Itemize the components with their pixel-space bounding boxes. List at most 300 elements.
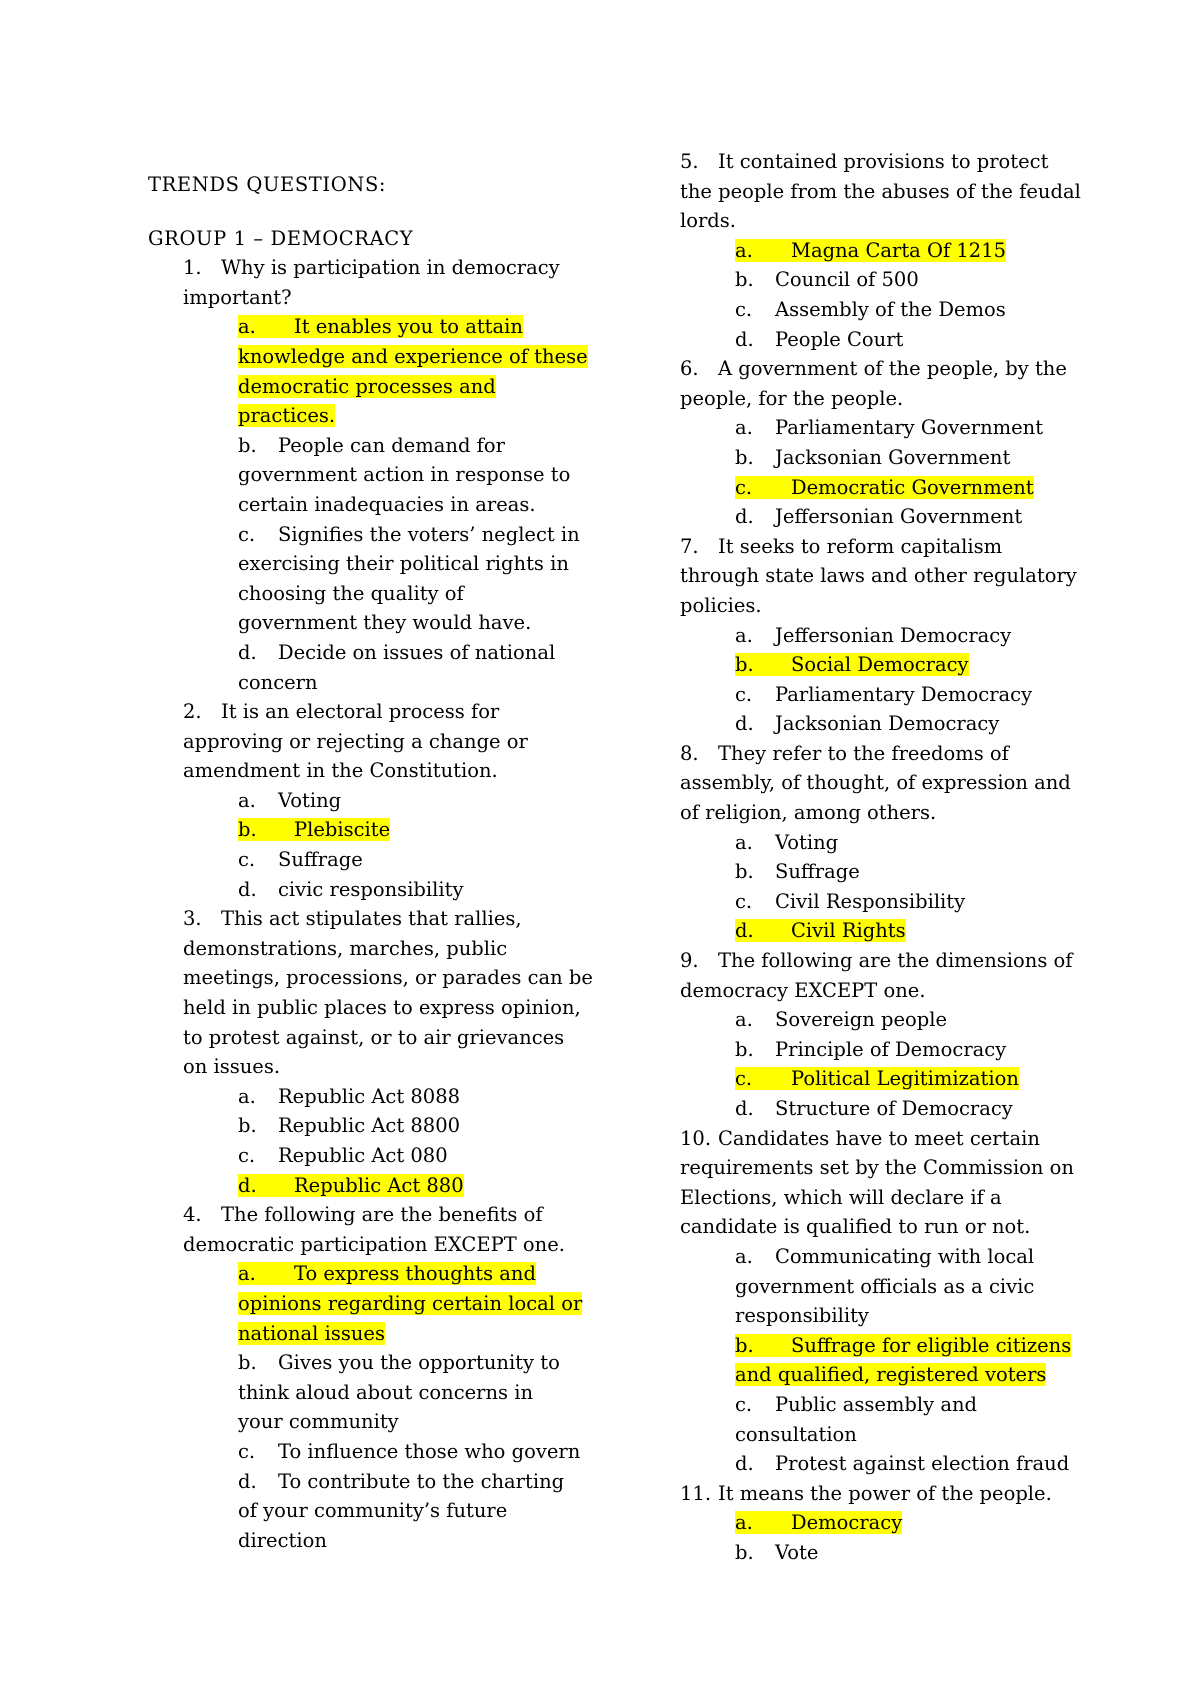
option-label: c. [238, 848, 256, 872]
option-text: Public assembly and [775, 1392, 978, 1416]
answer-option-continued [148, 1378, 588, 1408]
question-stem-continued [148, 756, 588, 786]
option-label: b. [238, 433, 257, 457]
answer-option-text [735, 1097, 1013, 1120]
document-title: TRENDS QUESTIONS: [148, 173, 387, 196]
answer-option-text [238, 463, 570, 486]
answer-option [680, 916, 1080, 946]
option-text: People Court [775, 327, 904, 351]
correct-answer-highlight [735, 1363, 1046, 1386]
question-text: held in public places to express opinion, [183, 996, 581, 1020]
option-text: knowledge and experience of these [238, 344, 588, 368]
answer-option [148, 845, 588, 875]
option-label: c. [735, 297, 753, 321]
option-label: b. [735, 1540, 754, 1564]
question-number: 1. [183, 256, 202, 280]
question-stem-continued [148, 1230, 588, 1260]
answer-option [680, 1242, 1080, 1272]
correct-answer-highlight [238, 1262, 536, 1285]
question-text: A government of the people, by the [718, 357, 1067, 381]
question-number: 3. [183, 907, 202, 931]
option-text: government officials as a civic [735, 1274, 1035, 1298]
answer-option-text [238, 671, 318, 694]
answer-option-text [238, 1499, 507, 1522]
option-label: b. [735, 860, 754, 884]
option-text: exercising their political rights in [238, 552, 569, 576]
answer-option-text [238, 1529, 327, 1552]
answer-option-text [238, 434, 505, 457]
question-item [680, 739, 1080, 946]
answer-option-text [238, 1440, 580, 1463]
option-text: Protest against election fraud [775, 1452, 1070, 1476]
option-text: Suffrage [775, 860, 860, 884]
question-number: 4. [183, 1203, 202, 1227]
question-item [148, 904, 593, 1200]
option-label: d. [238, 640, 257, 664]
answer-option [680, 473, 1080, 503]
option-text: Jacksonian Government [775, 445, 1011, 469]
answer-option-continued [148, 1289, 588, 1319]
answer-option [680, 680, 1080, 710]
answer-option-text [735, 268, 919, 291]
question-number: 7. [680, 534, 699, 558]
answer-option-text [238, 1470, 564, 1493]
question-stem [680, 532, 1080, 562]
question-text: It contained provisions to protect [718, 150, 1049, 173]
option-text: responsibility [735, 1304, 869, 1328]
answer-option-text [238, 1144, 448, 1167]
answer-option [680, 1331, 1080, 1361]
option-text: Jacksonian Democracy [775, 712, 1000, 736]
answer-option-text [238, 789, 341, 812]
option-label: c. [735, 475, 753, 499]
question-text: It is an electoral process for [221, 700, 500, 724]
answer-option [148, 1111, 588, 1141]
option-text: Structure of Democracy [775, 1097, 1013, 1120]
question-text: important? [183, 285, 292, 309]
option-text: Democracy [791, 1511, 903, 1535]
answer-option [680, 325, 1080, 355]
correct-answer-highlight [238, 404, 335, 427]
question-stem-continued [148, 283, 588, 313]
question-stem-continued [680, 591, 1080, 621]
option-label: b. [735, 653, 754, 677]
option-label: a. [735, 416, 753, 440]
question-number: 8. [680, 741, 699, 765]
question-item [148, 253, 588, 697]
answer-option [680, 709, 1080, 739]
answer-option [680, 265, 1080, 295]
option-label: a. [735, 238, 753, 262]
option-text: People can demand for [278, 433, 505, 457]
answer-option-text [735, 712, 999, 735]
question-stem [680, 1124, 1080, 1154]
answer-option-continued [148, 549, 588, 579]
option-text: Communicating with local [775, 1244, 1035, 1268]
option-label: a. [238, 788, 256, 812]
question-text: on issues. [183, 1055, 281, 1079]
answer-option-text [735, 1304, 869, 1327]
question-text: It seeks to reform capitalism [718, 534, 1003, 558]
question-text: democratic participation EXCEPT one. [183, 1232, 565, 1256]
question-text: Candidates have to meet certain [718, 1126, 1040, 1150]
question-text: to protest against, or to air grievances [183, 1025, 565, 1049]
option-text: Democratic Government [791, 475, 1034, 499]
question-item [680, 354, 1080, 532]
option-text: To influence those who govern [278, 1439, 581, 1463]
answer-option-text [238, 848, 363, 871]
answer-option [680, 828, 1080, 858]
option-label: c. [735, 1392, 753, 1416]
question-stem-continued [680, 1153, 1080, 1183]
answer-option-continued [680, 1360, 1080, 1390]
answer-option [680, 1449, 1080, 1479]
question-number: 6. [680, 357, 699, 381]
answer-option-continued [148, 1407, 588, 1437]
answer-option-text [238, 582, 464, 605]
answer-option-text [735, 1245, 1034, 1268]
question-stem-continued [148, 727, 588, 757]
answer-option-text [735, 1038, 1006, 1061]
question-stem-continued [680, 1183, 1080, 1213]
question-text: This act stipulates that rallies, [221, 907, 522, 931]
answer-option [148, 1348, 588, 1378]
question-text: people, for the people. [680, 386, 904, 410]
answer-option-continued [148, 1319, 588, 1349]
answer-option [148, 431, 588, 461]
option-text: direction [238, 1528, 327, 1552]
option-text: Republic Act 8800 [278, 1114, 461, 1138]
option-label: a. [735, 1244, 753, 1268]
option-text: your community [238, 1410, 399, 1434]
option-text: Republic Act 080 [278, 1144, 448, 1167]
question-stem [148, 904, 588, 934]
option-label: a. [238, 315, 256, 339]
option-text: choosing the quality of [238, 581, 464, 605]
answer-option-text [238, 1085, 460, 1108]
question-number: 11. [680, 1481, 712, 1505]
answer-option [680, 1094, 1080, 1124]
option-text: consultation [735, 1422, 857, 1446]
option-text: democratic processes and [238, 374, 496, 398]
question-text: candidate is qualified to run or not. [680, 1215, 1031, 1239]
option-text: Voting [775, 830, 839, 854]
left-column [148, 170, 593, 1555]
option-text: Parliamentary Government [775, 416, 1044, 440]
answer-option-text [735, 890, 965, 913]
question-stem [680, 739, 1080, 769]
answer-option [148, 1437, 588, 1467]
option-label: c. [238, 1439, 256, 1463]
option-text: government action in response to [238, 463, 571, 487]
answer-option-text [238, 611, 531, 634]
question-stem-continued [148, 1052, 588, 1082]
correct-answer-highlight [238, 345, 588, 368]
answer-option [148, 786, 588, 816]
question-text: the people from the abuses of the feudal [680, 179, 1081, 203]
option-label: a. [238, 1084, 256, 1108]
question-stem-continued [680, 1212, 1080, 1242]
question-stem-continued [680, 384, 1080, 414]
answer-option-continued [680, 1420, 1080, 1450]
answer-option [148, 1082, 588, 1112]
question-text: amendment in the Constitution. [183, 759, 498, 783]
option-text: government they would have. [238, 611, 532, 635]
answer-option-continued [148, 490, 588, 520]
answer-option [680, 887, 1080, 917]
answer-option [680, 1005, 1080, 1035]
option-text: Voting [278, 788, 342, 812]
answer-option-text [735, 1008, 947, 1031]
option-text: To contribute to the charting [278, 1469, 565, 1493]
option-label: c. [735, 889, 753, 913]
correct-answer-highlight [238, 1174, 464, 1197]
answer-option-text [238, 1381, 533, 1404]
question-stem [148, 697, 588, 727]
answer-option-text [735, 446, 1010, 469]
correct-answer-highlight [735, 653, 969, 676]
option-label: a. [735, 830, 753, 854]
option-text: Assembly of the Demos [775, 297, 1006, 321]
option-text: Principle of Democracy [775, 1037, 1007, 1061]
answer-option-text [238, 523, 580, 546]
option-label: c. [238, 522, 256, 546]
question-text: assembly, of thought, of expression and [680, 771, 1071, 795]
option-text: opinions regarding certain local or [238, 1291, 583, 1315]
answer-option [680, 650, 1080, 680]
option-label: a. [735, 623, 753, 647]
option-label: b. [735, 268, 754, 292]
option-text: of your community’s future [238, 1499, 508, 1523]
answer-option [148, 1259, 588, 1289]
option-label: b. [735, 445, 754, 469]
question-stem-continued [680, 206, 1080, 236]
answer-option [680, 413, 1080, 443]
answer-option-text [735, 328, 903, 351]
question-text: of religion, among others. [680, 801, 937, 825]
option-label: c. [735, 682, 753, 706]
answer-option [680, 1390, 1080, 1420]
option-text: It enables you to attain [294, 315, 523, 339]
option-text: practices. [238, 404, 336, 428]
question-text: lords. [680, 209, 736, 233]
option-label: a. [735, 1511, 753, 1535]
question-item [148, 1200, 588, 1555]
question-text: Elections, which will declare if a [680, 1185, 1002, 1209]
answer-option-text [735, 860, 860, 883]
answer-option-text [238, 1351, 560, 1374]
correct-answer-highlight [238, 315, 523, 338]
correct-answer-highlight [735, 1067, 1019, 1090]
answer-option [680, 1508, 1080, 1538]
answer-option-text [238, 878, 463, 901]
question-stem [680, 354, 1080, 384]
option-text: Jeffersonian Government [775, 505, 1023, 529]
question-text: The following are the benefits of [221, 1203, 543, 1227]
group-title: GROUP 1 – DEMOCRACY [148, 226, 414, 250]
option-text: To express thoughts and [294, 1262, 536, 1286]
answer-option-text [238, 1114, 460, 1137]
option-label: b. [238, 1114, 257, 1138]
answer-option [148, 312, 588, 342]
option-text: concern [238, 670, 318, 694]
answer-option [680, 857, 1080, 887]
question-stem-continued [680, 561, 1080, 591]
answer-option-text [735, 683, 1032, 706]
question-stem-continued [680, 177, 1080, 207]
answer-option-text [735, 1275, 1034, 1298]
answer-option-text [238, 493, 536, 516]
correct-answer-highlight [238, 1292, 582, 1315]
question-text: They refer to the freedoms of [718, 741, 1009, 765]
option-label: c. [735, 1067, 753, 1091]
question-text: meetings, processions, or parades can be [183, 966, 593, 990]
question-item [680, 147, 1080, 354]
answer-option [680, 502, 1080, 532]
answer-option [680, 1064, 1080, 1094]
question-text: The following are the dimensions of [718, 949, 1073, 973]
answer-option-text [735, 831, 838, 854]
question-stem-continued [148, 963, 593, 993]
option-text: and qualified, registered voters [735, 1363, 1047, 1387]
option-text: Social Democracy [791, 653, 969, 677]
option-label: d. [735, 1097, 754, 1120]
option-label: d. [238, 1469, 257, 1493]
answer-option [680, 621, 1080, 651]
question-item [680, 1479, 1080, 1568]
question-number: 10. [680, 1126, 712, 1150]
option-text: Civil Rights [791, 919, 906, 943]
option-label: b. [735, 1037, 754, 1061]
correct-answer-highlight [238, 375, 496, 398]
spacer [148, 200, 588, 224]
option-label: d. [735, 712, 754, 736]
option-label: b. [238, 1351, 257, 1375]
option-text: national issues [238, 1321, 385, 1345]
question-text: Why is participation in democracy [221, 256, 560, 280]
option-label: b. [735, 1333, 754, 1357]
option-text: Magna Carta Of 1215 [791, 238, 1007, 262]
option-label: d. [238, 1173, 257, 1197]
answer-option-text [735, 505, 1022, 528]
question-item [680, 532, 1080, 739]
option-text: Political Legitimization [791, 1067, 1019, 1091]
answer-option-text [735, 298, 1006, 321]
option-label: d. [735, 919, 754, 943]
question-item [680, 946, 1080, 1124]
option-text: Signifies the voters’ neglect in [278, 522, 580, 546]
option-label: c. [238, 1144, 256, 1167]
answer-option-continued [680, 1301, 1080, 1331]
question-text: approving or rejecting a change or [183, 729, 528, 753]
question-text: policies. [680, 593, 762, 617]
correct-answer-highlight [238, 818, 390, 841]
correct-answer-highlight [238, 1322, 385, 1345]
question-stem-continued [680, 798, 1080, 828]
correct-answer-highlight [735, 919, 906, 942]
question-text: through state laws and other regulatory [680, 564, 1077, 588]
question-text: demonstrations, marches, public [183, 936, 508, 960]
answer-option-text [238, 1410, 399, 1433]
question-number: 2. [183, 700, 202, 724]
answer-option-text [238, 552, 569, 575]
answer-option-text [735, 1541, 818, 1564]
option-text: Gives you the opportunity to [278, 1351, 560, 1375]
answer-option-continued [148, 1496, 588, 1526]
answer-option-continued [148, 608, 588, 638]
answer-option-continued [148, 1526, 588, 1556]
option-text: Civil Responsibility [775, 889, 966, 913]
option-label: a. [735, 1008, 753, 1032]
answer-option [148, 1171, 588, 1201]
option-text: Jeffersonian Democracy [775, 623, 1012, 647]
option-label: d. [238, 877, 257, 901]
answer-option [680, 236, 1080, 266]
option-text: Republic Act 880 [294, 1173, 464, 1197]
correct-answer-highlight [735, 239, 1006, 262]
question-stem [680, 946, 1080, 976]
question-stem [148, 253, 588, 283]
correct-answer-highlight [735, 1334, 1071, 1357]
option-text: Decide on issues of national [278, 640, 556, 664]
question-stem-continued [148, 934, 588, 964]
question-number: 9. [680, 949, 699, 973]
answer-option [148, 520, 588, 550]
option-text: think aloud about concerns in [238, 1380, 534, 1404]
option-text: Republic Act 8088 [278, 1084, 461, 1108]
answer-option-continued [680, 1272, 1080, 1302]
option-label: d. [735, 1452, 754, 1476]
answer-option [680, 1035, 1080, 1065]
option-text: Suffrage [278, 848, 363, 872]
option-label: a. [238, 1262, 256, 1286]
answer-option-text [735, 1393, 977, 1416]
answer-option-text [238, 641, 555, 664]
option-text: Vote [775, 1540, 819, 1564]
question-stem-continued [148, 1023, 588, 1053]
question-stem [148, 1200, 588, 1230]
question-text: It means the power of the people. [718, 1481, 1052, 1505]
question-item [680, 1124, 1080, 1479]
answer-option [148, 815, 588, 845]
answer-option [148, 638, 588, 668]
question-text: requirements set by the Commission on [680, 1156, 1074, 1180]
question-stem [680, 1479, 1080, 1509]
question-stem-continued [148, 993, 588, 1023]
answer-option-text [735, 1452, 1069, 1475]
answer-option-continued [148, 372, 588, 402]
answer-option [148, 1467, 588, 1497]
option-label: d. [735, 505, 754, 529]
option-text: Suffrage for eligible citizens [791, 1333, 1072, 1357]
question-item [148, 697, 588, 904]
question-text: democracy EXCEPT one. [680, 978, 926, 1002]
option-label: d. [735, 327, 754, 351]
answer-option-continued [148, 668, 588, 698]
option-text: Plebiscite [294, 818, 391, 842]
answer-option-continued [148, 342, 588, 372]
option-text: Sovereign people [775, 1008, 948, 1032]
right-column [680, 147, 1080, 1568]
answer-option-continued [148, 579, 588, 609]
answer-option-text [735, 1423, 857, 1446]
answer-option [680, 443, 1080, 473]
answer-option [680, 295, 1080, 325]
question-number: 5. [680, 150, 699, 173]
answer-option-continued [148, 460, 588, 490]
option-text: civic responsibility [278, 877, 464, 901]
answer-option [680, 1538, 1080, 1568]
